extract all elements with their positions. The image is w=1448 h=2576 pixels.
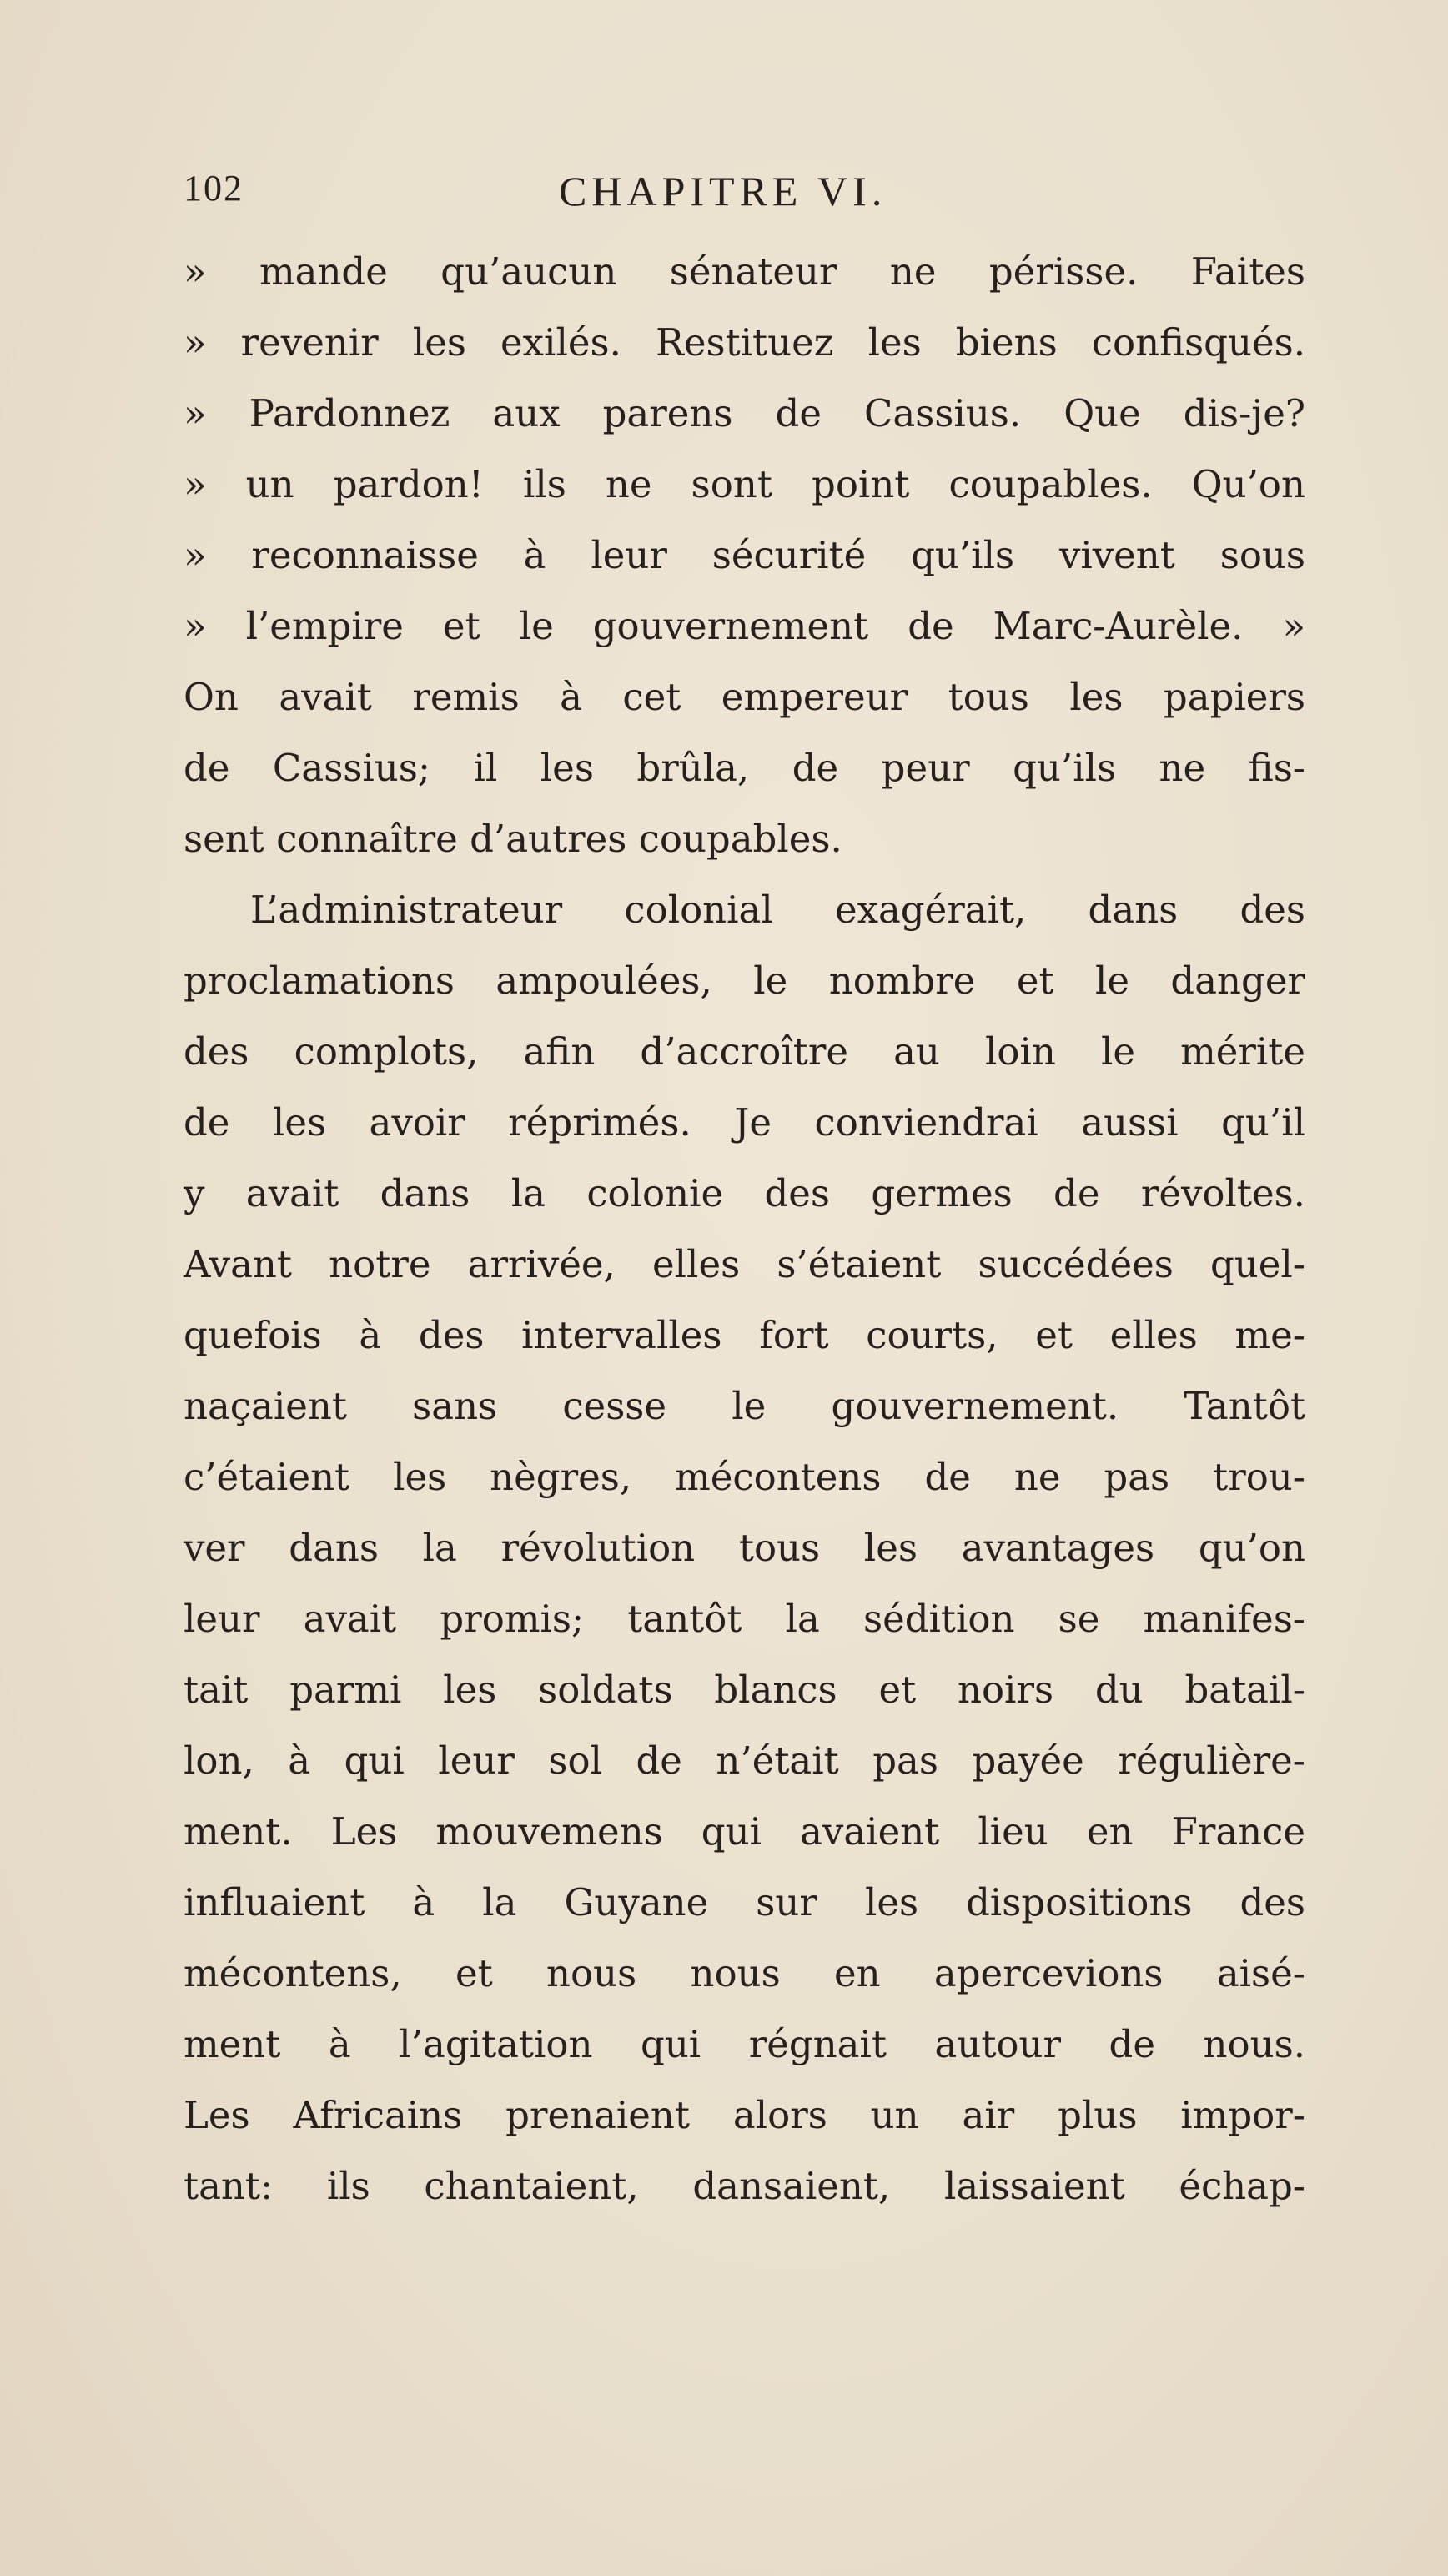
- text-line: de les avoir réprimés. Je conviendrai aussi qu’il: [184, 1100, 1305, 1145]
- paragraph-start-line: L’administrateur colonial exagérait, dans des: [250, 888, 1305, 932]
- body-text: [184, 236, 1305, 2221]
- text-line: quefois à des intervalles fort courts, et elles me-: [184, 1313, 1305, 1357]
- text-line: naçaient sans cesse le gouvernement. Tantôt: [184, 1384, 1305, 1428]
- text-line: des complots, afin d’accroître au loin le mérite: [184, 1029, 1305, 1074]
- text-line: » l’empire et le gouvernement de Marc-Aurèle. »: [184, 604, 1305, 648]
- text-line: » un pardon! ils ne sont point coupables. Qu’on: [184, 462, 1305, 506]
- page-number: 102: [184, 168, 244, 209]
- page-header: [184, 167, 1318, 225]
- text-line: y avait dans la colonie des germes de révoltes.: [184, 1171, 1305, 1215]
- text-line: tait parmi les soldats blancs et noirs du batail-: [184, 1668, 1305, 1712]
- text-line: » reconnaisse à leur sécurité qu’ils vivent sous: [184, 533, 1305, 577]
- text-line: » revenir les exilés. Restituez les biens confisqués.: [184, 320, 1305, 365]
- text-line: » Pardonnez aux parens de Cassius. Que dis-je?: [184, 391, 1305, 435]
- text-line: influaient à la Guyane sur les dispositions des: [184, 1880, 1305, 1924]
- text-line: » mande qu’aucun sénateur ne périsse. Faites: [184, 249, 1305, 294]
- text-line: proclamations ampoulées, le nombre et le danger: [184, 958, 1305, 1003]
- text-line: On avait remis à cet empereur tous les papiers: [184, 675, 1305, 719]
- text-line: lon, à qui leur sol de n’était pas payée régulière-: [184, 1738, 1305, 1783]
- text-line: ment à l’agitation qui régnait autour de nous.: [184, 2022, 1305, 2066]
- text-line: ver dans la révolution tous les avantages qu’on: [184, 1526, 1305, 1570]
- text-line: Les Africains prenaient alors un air plus impor-: [184, 2093, 1305, 2137]
- text-line: Avant notre arrivée, elles s’étaient succédées quel-: [184, 1242, 1305, 1286]
- running-head: CHAPITRE VI.: [559, 168, 887, 214]
- text-line: mécontens, et nous nous en apercevions aisé-: [184, 1951, 1305, 1995]
- text-line: leur avait promis; tantôt la sédition se manifes-: [184, 1597, 1305, 1641]
- text-line: tant: ils chantaient, dansaient, laissaient échap-: [184, 2164, 1305, 2208]
- text-line: ment. Les mouvemens qui avaient lieu en France: [184, 1809, 1305, 1854]
- text-line: c’étaient les nègres, mécontens de ne pas trou-: [184, 1455, 1305, 1499]
- text-line: de Cassius; il les brûla, de peur qu’ils ne fis-: [184, 746, 1305, 790]
- text-line: sent connaître d’autres coupables.: [184, 817, 842, 861]
